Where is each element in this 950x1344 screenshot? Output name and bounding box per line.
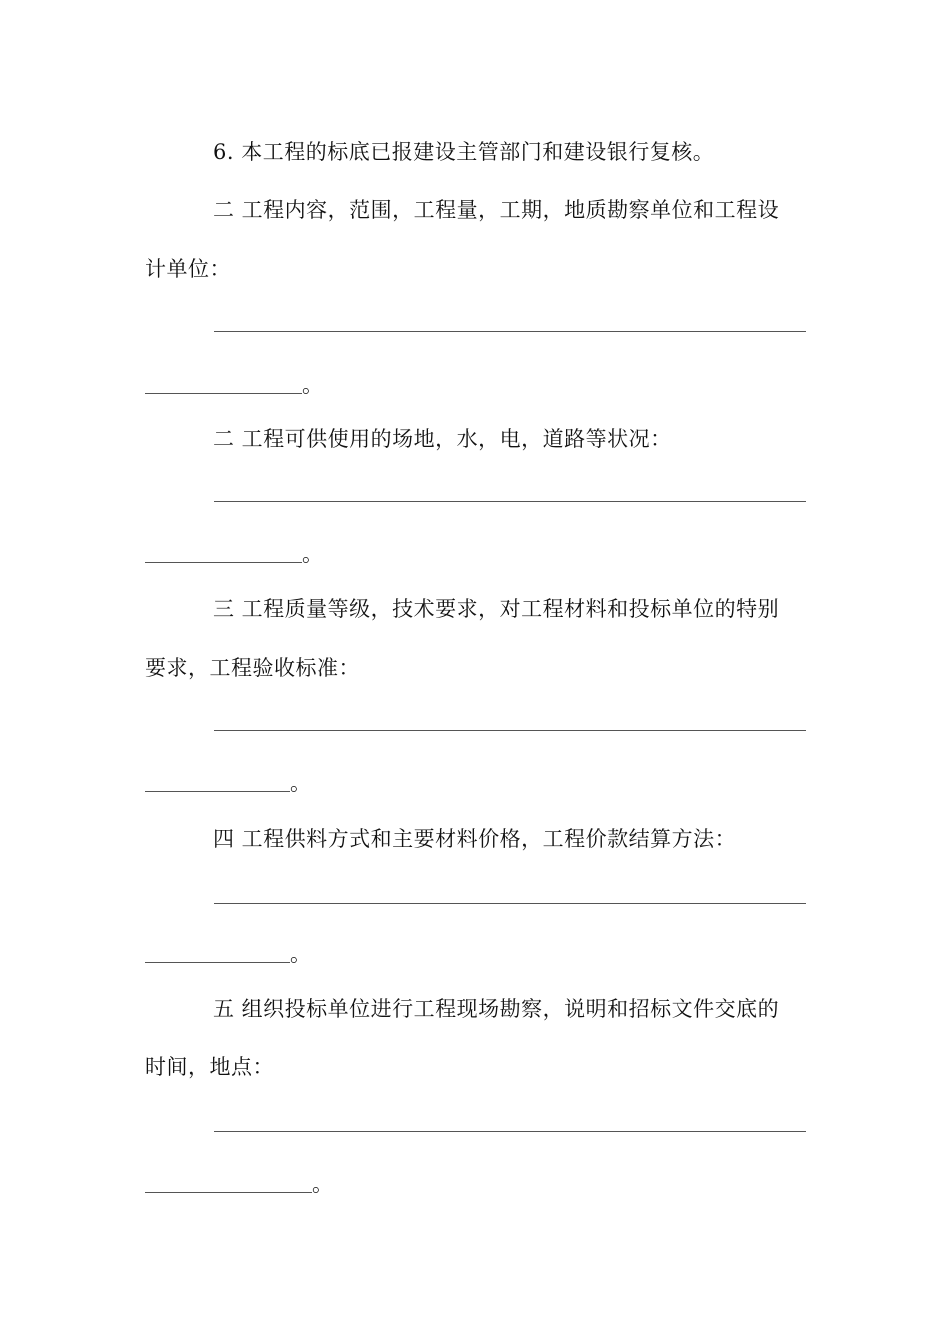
section-4: 四 工程供料方式和主要材料价格，工程价款结算方法： bbox=[213, 827, 737, 851]
fill-blank-tail: 。 bbox=[145, 1170, 333, 1198]
fill-blank-tail: 。 bbox=[145, 940, 311, 968]
paragraph-6: 6. 本工程的标底已报建设主管部门和建设银行复核。 bbox=[213, 140, 715, 164]
fill-blank-tail: 。 bbox=[145, 540, 323, 568]
fill-blank-line bbox=[214, 730, 806, 731]
section-2a-line2: 计单位： bbox=[145, 257, 231, 281]
section-2a-line1: 二 工程内容，范围，工程量，工期，地质勘察单位和工程设 bbox=[213, 198, 780, 222]
fill-blank-line bbox=[214, 903, 806, 904]
section-3-line2: 要求，工程验收标准： bbox=[145, 656, 360, 680]
fill-blank-line bbox=[214, 1131, 806, 1132]
section-2b: 二 工程可供使用的场地，水，电，道路等状况： bbox=[213, 427, 672, 451]
fill-blank-tail: 。 bbox=[145, 371, 323, 399]
fill-blank-line bbox=[214, 501, 806, 502]
section-5-line2: 时间，地点： bbox=[145, 1055, 274, 1079]
section-5-line1: 五 组织投标单位进行工程现场勘察，说明和招标文件交底的 bbox=[213, 997, 780, 1021]
section-3-line1: 三 工程质量等级，技术要求，对工程材料和投标单位的特别 bbox=[213, 597, 780, 621]
fill-blank-line bbox=[214, 331, 806, 332]
fill-blank-tail: 。 bbox=[145, 769, 311, 797]
